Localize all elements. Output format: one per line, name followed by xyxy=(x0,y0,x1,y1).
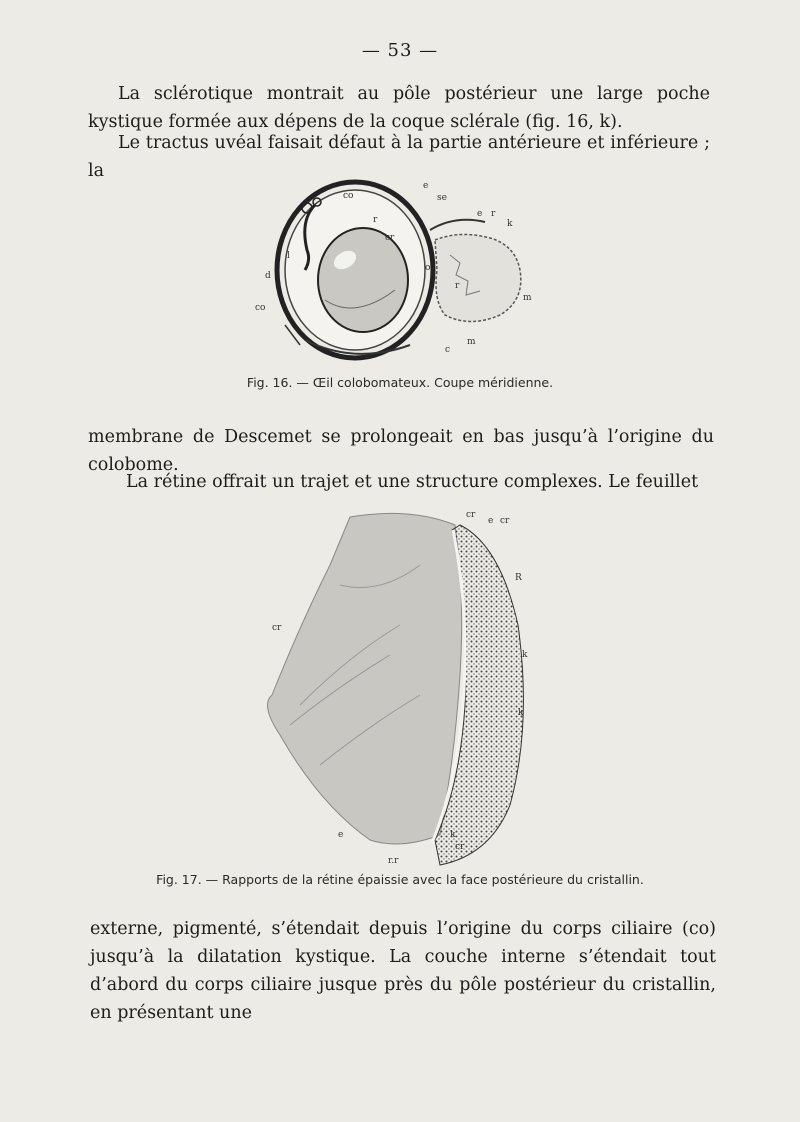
fig16-label-cr: cr xyxy=(385,233,395,243)
figure-16-eye-section xyxy=(245,160,565,370)
fig16-label-c: c xyxy=(365,351,371,361)
page-number: — 53 — xyxy=(361,40,439,61)
fig16-label-c-low: c xyxy=(445,345,451,355)
figure-16-caption: Fig. 16. — Œil colobomateux. Coupe méridienne. xyxy=(246,375,554,390)
figure-17-retina-section xyxy=(260,505,540,870)
fig16-label-r-top: r xyxy=(373,215,378,225)
fig16-label-se: se xyxy=(437,193,447,203)
figure-17-drawing xyxy=(260,505,540,870)
paragraph-retina: La rétine offrait un trajet et une structure complexes. Le feuillet xyxy=(126,472,699,492)
paragraph-uveal-tract: Le tractus uvéal faisait défaut à la partie antérieure et inférieure ; la xyxy=(88,133,710,181)
paragraph-sclerotic: La sclérotique montrait au pôle postérieur une large poche kystique formée aux dépens de la coque sclérale (fig. 16, k). xyxy=(88,84,710,132)
fig17-label-rr: r.r xyxy=(388,856,399,866)
fig16-label-co-top: co xyxy=(343,191,354,201)
fig17-label-e-bottom: e xyxy=(338,830,344,840)
fig16-label-e: e xyxy=(423,181,429,191)
fig17-label-R: R xyxy=(515,573,522,583)
fig16-label-m-low: m xyxy=(467,337,476,347)
figure-16-drawing xyxy=(245,160,565,370)
fig17-label-e: e xyxy=(488,516,494,526)
paragraph-descemet: membrane de Descemet se prolongeait en bas jusqu’à l’origine du colobome. xyxy=(88,427,714,475)
fig17-label-k1: k xyxy=(522,650,528,660)
fig16-label-r-right: r xyxy=(491,209,496,219)
fig17-label-cr-top2: cr xyxy=(500,516,510,526)
fig17-label-cr-left: cr xyxy=(272,623,282,633)
fig16-label-o: o xyxy=(425,263,431,273)
fig16-label-l: l xyxy=(287,251,290,261)
paragraph-pigmented-layer: externe, pigmenté, s’étendait depuis l’origine du corps ciliaire (co) jusqu’à la dilatation kystique. La couche interne s’étendait tout d’abord du corps ciliaire jusque près du pôle postérieur du cristallin, en présentant une xyxy=(90,919,716,1023)
fig17-label-cr-bottom: cr xyxy=(455,842,465,852)
fig17-label-cr-top: cr xyxy=(466,510,476,520)
fig17-label-k2: k xyxy=(518,708,524,718)
fig16-label-r-mid: r xyxy=(455,281,460,291)
fig16-label-d: d xyxy=(265,271,271,281)
figure-17-caption: Fig. 17. — Rapports de la rétine épaissie avec la face postérieure du cristallin. xyxy=(156,872,644,887)
fig16-label-m: m xyxy=(523,293,532,303)
fig17-label-k-bottom: k xyxy=(450,830,456,840)
fig16-label-co-left: co xyxy=(255,303,266,313)
fig16-label-e-right: e xyxy=(477,209,483,219)
fig16-label-k: k xyxy=(507,219,513,229)
